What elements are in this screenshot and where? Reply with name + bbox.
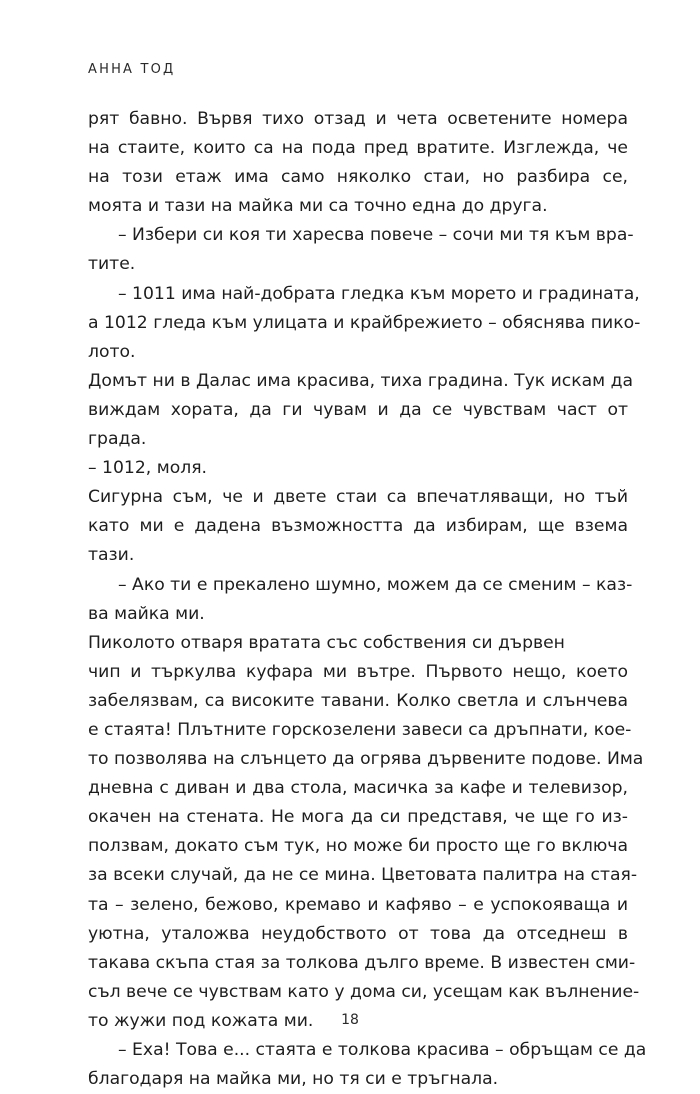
text-line: рят бавно. Вървя тихо отзад и чета осветените номера <box>88 109 628 129</box>
text-line: виждам хората, да ги чувам и да се чувствам част от <box>88 399 628 420</box>
page-number: 18 <box>341 1012 359 1028</box>
text-line: моята и тази на майка ми са точно една до друга. <box>88 196 548 217</box>
text-line: ползвам, докато съм тук, но може би просто ще го включа <box>88 836 628 857</box>
text-line: тите. <box>88 254 136 275</box>
text-line: Пиколото отваря вратата със собствения си дървен <box>88 632 565 653</box>
text-line: то жужи под кожата ми. <box>88 1010 314 1031</box>
text-line: – 1011 има най-добрата гледка към морето и градината, <box>118 283 640 304</box>
text-line: тази. <box>88 545 135 566</box>
text-line: Сигурна съм, че и двете стаи са впечатляващи, но тъй <box>88 487 628 508</box>
text-line: – Ако ти е прекалено шумно, можем да се сменим – каз- <box>118 574 633 595</box>
text-line: на стаите, които са на пода пред вратите. Изглежда, че <box>88 138 628 159</box>
running-head: АННА ТОД <box>88 62 176 77</box>
text-line: – Избери си коя ти харесва повече – сочи ми тя към вра- <box>118 225 634 246</box>
text-line: лото. <box>88 341 136 362</box>
text-line: а 1012 гледа към улицата и крайбрежието – обяснява пико- <box>88 312 641 333</box>
text-line: чип и търкулва куфара ми вътре. Първото нещо, което <box>88 661 628 682</box>
text-line: благодаря на майка ми, но тя си е тръгнала. <box>88 1069 499 1090</box>
text-line: съл вече се чувствам като у дома си, усещам как вълнение- <box>88 981 640 1002</box>
text-line: то позволява на слънцето да огрява дървените подове. Има <box>88 749 644 770</box>
text-line: уютна, уталожва неудобството от това да отседнеш в <box>88 923 628 944</box>
text-line: дневна с диван и два стола, масичка за кафе и телевизор, <box>88 778 628 799</box>
text-line: забелязвам, са високите тавани. Колко светла и слънчева <box>88 690 628 711</box>
text-line: за всеки случай, да не се мина. Цветовата палитра на стая- <box>88 865 638 886</box>
text-line: окачен на стената. Не мога да си представя, че ще го из- <box>88 807 628 828</box>
text-line: такава скъпа стая за толкова дълго време. В известен сми- <box>88 952 636 973</box>
text-line: ва майка ми. <box>88 603 205 624</box>
text-line: на този етаж има само няколко стаи, но разбира се, <box>88 167 628 188</box>
text-line: е стаята! Плътните горскозелени завеси са дръпнати, кое- <box>88 719 632 740</box>
text-line: Домът ни в Далас има красива, тиха градина. Тук искам да <box>88 370 634 391</box>
text-line: града. <box>88 429 147 450</box>
text-line: та – зелено, бежово, кремаво и кафяво – е успокояваща и <box>88 894 628 915</box>
text-line: – Еха! Това е... стаята е толкова красива – обръщам се да <box>118 1040 647 1060</box>
text-line: като ми е дадена възможността да избирам, ще взема <box>88 516 628 537</box>
text-line: – 1012, моля. <box>88 458 207 479</box>
body-text <box>88 105 647 1094</box>
